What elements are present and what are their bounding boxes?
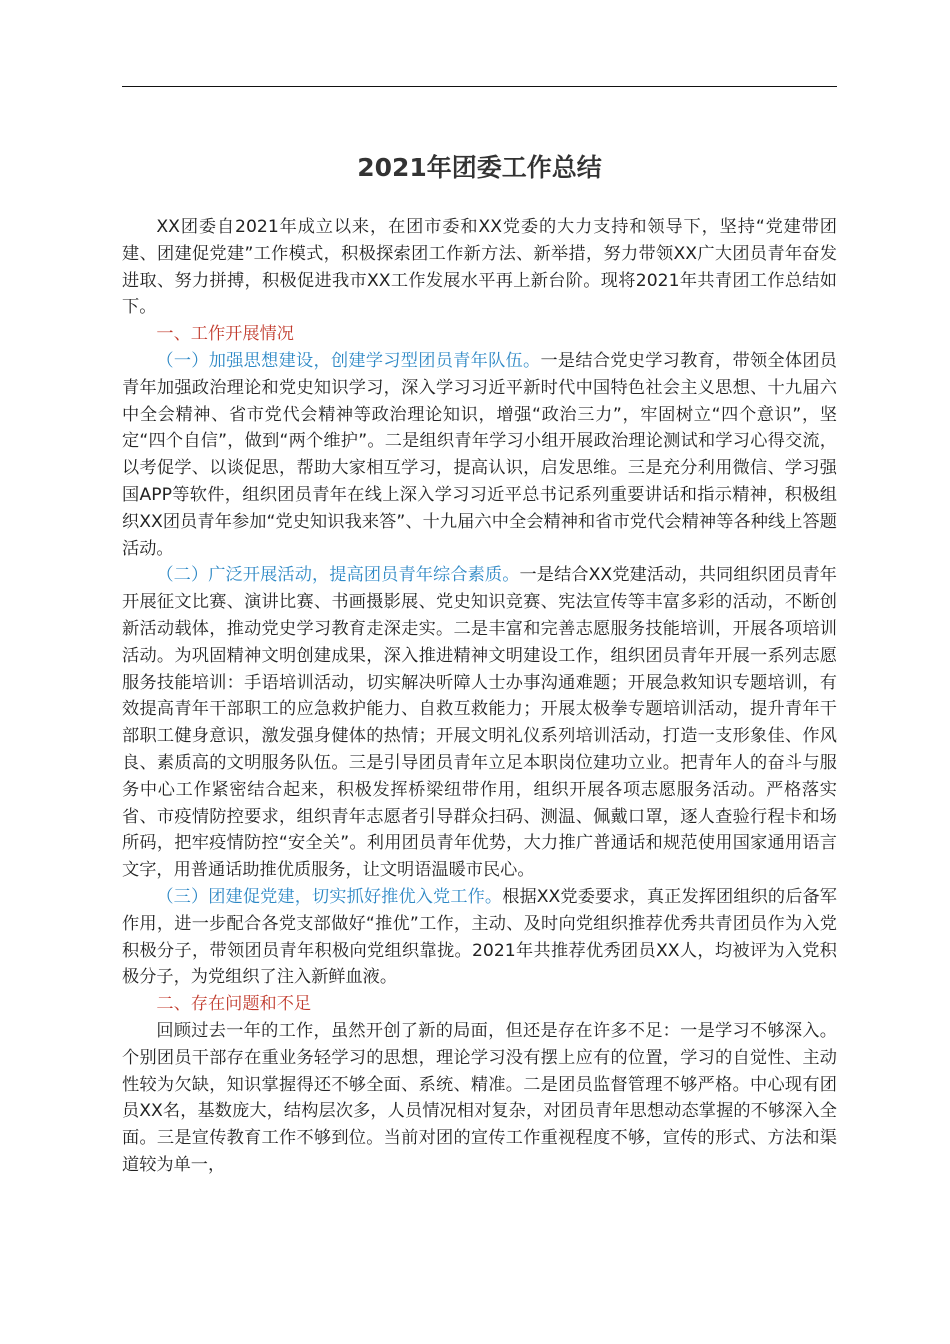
section-heading-problems: 二、存在问题和不足 <box>156 994 312 1015</box>
header-rule <box>122 86 837 87</box>
document-title: 2021年团委工作总结 <box>357 153 602 182</box>
subsection-3-text: 根据XX党委要求，真正发挥团组织的后备军作用，进一步配合各党支部做好“推优”工作，主动、及时向党组织推荐优秀共青团员作为入党积极分子，带领团员青年积极向党组织靠拢。2021年共推荐优秀团员XX人，均被评为入党积极分子，为党组织了注入新鲜血液。 <box>122 886 837 988</box>
subsection-2-text: 一是结合XX党建活动，共同组织团员青年开展征文比赛、演讲比赛、书画摄影展、党史知识竞赛、宪法宣传等丰富多彩的活动，不断创新活动载体，推动党史学习教育走深走实。二是丰富和完善志愿服务技能培训，开展各项培训活动。为巩固精神文明创建成果，深入推进精神文明建设工作，组织团员青年开展一系列志愿服务技能培训：手语培训活动，切实解决听障人士办事沟通难题；开展急救知识专题培训，有效提高青年干部职工的应急救护能力、自救互救能力；开展太极拳专题培训活动，提升青年干部职工健身意识，激发强身健体的热情；开展文明礼仪系列培训活动，打造一支形象佳、作风良、素质高的文明服务队伍。三是引导团员青年立足本职岗位建功立业。把青年人的奋斗与服务中心工作紧密结合起来，积极发挥桥梁纽带作用，组织开展各项志愿服务活动。严格落实省、市疫情防控要求，组织青年志愿者引导群众扫码、测温、佩戴口罩，逐人查验行程卡和场所码，把牢疫情防控“安全关”。利用团员青年优势，大力推广普通话和规范使用国家通用语言文字，用普通话助推优质服务，让文明语温暖市民心。 <box>122 565 837 881</box>
subsection-1-text: 一是结合党史学习教育，带领全体团员青年加强政治理论和党史知识学习，深入学习习近平新时代中国特色社会主义思想、十九届六中全会精神、省市党代会精神等政治理论知识，增强“政治三力”，牢固树立“四个意识”，坚定“四个自信”，做到“两个维护”。二是组织青年学习小组开展政治理论测试和学习心得交流，以考促学、以谈促思，帮助大家相互学习，提高认识，启发思维。三是充分利用微信、学习强国APP等软件，组织团员青年在线上深入学习习近平总书记系列重要讲话和指示精神，积极组织XX团员青年参加“党史知识我来答”、十九届六中全会精神和省市党代会精神等各种线上答题活动。 <box>122 350 837 559</box>
intro-paragraph: XX团委自2021年成立以来，在团市委和XX党委的大力支持和领导下，坚持“党建带团建、团建促党建”工作模式，积极探索团工作新方法、新举措，努力带领XX广大团员青年奋发进取、努力拼搏，积极促进我市XX工作发展水平再上新台阶。现将2021年共青团工作总结如下。 <box>122 217 837 318</box>
subsection-1-heading: （一）加强思想建设，创建学习型团员青年队伍。 <box>156 350 541 371</box>
subsection-1-paragraph <box>122 348 837 562</box>
document-body <box>122 214 837 1179</box>
section-heading-work: 一、工作开展情况 <box>156 324 294 345</box>
subsection-3-paragraph <box>122 884 837 991</box>
problems-paragraph: 回顾过去一年的工作，虽然开创了新的局面，但还是存在许多不足：一是学习不够深入。个别团员干部存在重业务轻学习的思想，理论学习没有摆上应有的位置，学习的自觉性、主动性较为欠缺，知识掌握得还不够全面、系统、精准。二是团员监督管理不够严格。中心现有团员XX名，基数庞大，结构层次多，人员情况相对复杂，对团员青年思想动态掌握的不够深入全面。三是宣传教育工作不够到位。当前对团的宣传工作重视程度不够，宣传的形式、方法和渠道较为单一， <box>122 1020 837 1175</box>
subsection-3-heading: （三）团建促党建，切实抓好推优入党工作。 <box>156 886 503 907</box>
subsection-2-paragraph <box>122 562 837 884</box>
subsection-2-heading: （二）广泛开展活动，提高团员青年综合素质。 <box>156 565 520 586</box>
